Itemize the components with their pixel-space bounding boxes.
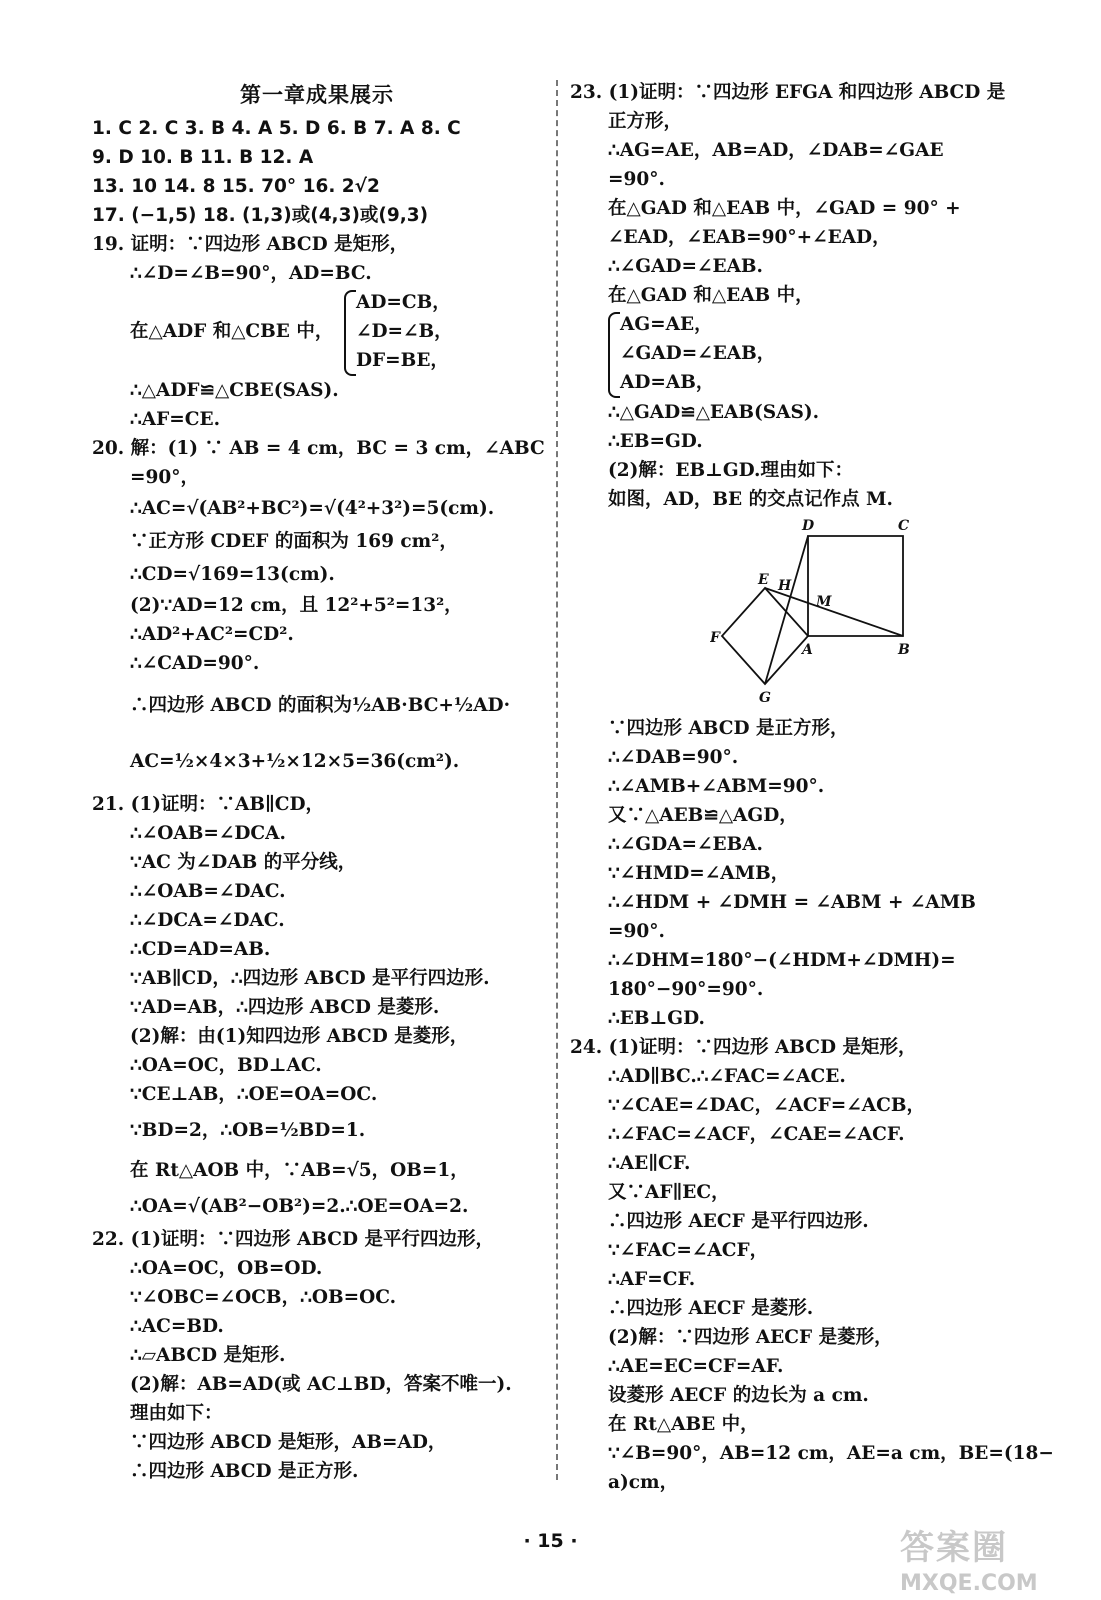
- answer-line: ∴AC=√(AB²+BC²)=√(4²+3²)=5(cm).: [130, 498, 495, 519]
- answer-line: 23. (1)证明：∵四边形 EFGA 和四边形 ABCD 是: [570, 82, 1006, 103]
- column-divider: [556, 80, 558, 1480]
- brace-item: DF=BE，: [356, 350, 449, 371]
- brace-block-23: [570, 310, 1015, 398]
- label-h: H: [778, 578, 792, 594]
- brace-item: AD=CB，: [356, 292, 451, 313]
- answer-line: 设菱形 AECF 的边长为 a cm.: [608, 1385, 869, 1406]
- answer-line: ∴OA=OC，OB=OD.: [130, 1258, 323, 1279]
- label-g: G: [759, 690, 771, 706]
- answer-line: =90°，: [130, 467, 199, 488]
- answer-line: ∴四边形 AECF 是菱形.: [608, 1298, 814, 1319]
- answer-line: 24. (1)证明：∵四边形 ABCD 是矩形，: [570, 1037, 917, 1058]
- answer-line: 13. 10 14. 8 15. 70° 16. 2√2: [92, 176, 380, 197]
- answer-line: a)cm，: [608, 1472, 679, 1493]
- answer-line: ∵CE⊥AB，∴OE=OA=OC.: [130, 1084, 378, 1105]
- answer-line: ∵∠CAE=∠DAC，∠ACF=∠ACB，: [608, 1095, 926, 1116]
- answer-line: (2)解：∵四边形 AECF 是菱形，: [608, 1327, 893, 1348]
- answer-line: 在△GAD 和△EAB 中，∠GAD = 90° +: [608, 198, 961, 219]
- answer-line: ∴∠GAD=∠EAB.: [608, 256, 764, 277]
- answer-line: ∴△ADF≌△CBE(SAS).: [130, 380, 339, 401]
- answer-line: ∴AD∥BC.∴∠FAC=∠ACE.: [608, 1066, 846, 1087]
- answer-line: =90°.: [608, 921, 665, 942]
- answer-line: ∴OA=√(AB²−OB²)=2.∴OE=OA=2.: [130, 1196, 469, 1217]
- answer-line: ∴∠DCA=∠DAC.: [130, 910, 285, 931]
- answer-line: 如图，AD，BE 的交点记作点 M.: [608, 489, 893, 510]
- answer-line: 又∵AF∥EC，: [608, 1182, 730, 1203]
- left-column: [92, 78, 545, 1486]
- label-a: A: [802, 642, 813, 658]
- answer-line: 21. (1)证明：∵AB∥CD，: [92, 794, 325, 815]
- answer-line: 又∵△AEB≌△AGD，: [608, 805, 798, 826]
- answer-line: (2)解：由(1)知四边形 ABCD 是菱形，: [130, 1026, 469, 1047]
- square-diagram: [710, 514, 930, 714]
- answer-line: =90°.: [608, 169, 665, 190]
- answer-line: ∵四边形 ABCD 是正方形，: [608, 718, 849, 739]
- answer-line: ∴AG=AE，AB=AD，∠DAB=∠GAE: [608, 140, 944, 161]
- answer-line: ∴AE∥CF.: [608, 1153, 691, 1174]
- answer-line: ∴∠OAB=∠DAC.: [130, 881, 286, 902]
- answer-line: ∵∠FAC=∠ACF，: [608, 1240, 769, 1261]
- answer-line: ∴AE=EC=CF=AF.: [608, 1356, 784, 1377]
- brace-items: [356, 288, 453, 375]
- brace-icon: [344, 290, 356, 376]
- label-e: E: [758, 572, 769, 588]
- answer-line: ∴∠DAB=90°.: [608, 747, 739, 768]
- answer-line: 19. 证明：∵四边形 ABCD 是矩形，: [92, 234, 409, 255]
- answer-line: AC=½×4×3+½×12×5=36(cm²).: [130, 751, 460, 772]
- answer-line: 180°−90°=90°.: [608, 979, 764, 1000]
- answer-line: 正方形，: [608, 111, 683, 132]
- answer-line: 20. 解：(1) ∵ AB = 4 cm，BC = 3 cm，∠ABC: [92, 438, 545, 459]
- right-column: [570, 78, 1054, 1497]
- answer-line: 理由如下：: [130, 1403, 223, 1424]
- brace-item: AD=AB，: [620, 372, 715, 393]
- page-number: · 15 ·: [523, 1530, 578, 1552]
- geometry-figure: [570, 514, 1015, 714]
- answer-line: ∴∠D=∠B=90°，AD=BC.: [130, 263, 372, 284]
- answer-line: ∴OA=OC，BD⊥AC.: [130, 1055, 322, 1076]
- answer-line: ∴四边形 ABCD 是正方形.: [130, 1461, 359, 1482]
- answer-line: ∴∠AMB+∠ABM=90°.: [608, 776, 825, 797]
- label-m: M: [816, 594, 832, 610]
- answer-line: ∴AF=CF.: [608, 1269, 696, 1290]
- square-efga: [722, 588, 808, 684]
- answer-line: ∵正方形 CDEF 的面积为 169 cm²，: [130, 531, 458, 552]
- label-f: F: [710, 630, 720, 646]
- answer-line: 22. (1)证明：∵四边形 ABCD 是平行四边形，: [92, 1229, 494, 1250]
- answer-line: ∵AC 为∠DAB 的平分线，: [130, 852, 357, 873]
- square-abcd: [808, 536, 903, 636]
- answer-line: 1. C 2. C 3. B 4. A 5. D 6. B 7. A 8. C: [92, 118, 461, 139]
- brace-label: 在△ADF 和△CBE 中，: [130, 321, 334, 342]
- answer-line: ∴∠CAD=90°.: [130, 653, 260, 674]
- answer-line: ∴CD=AD=AB.: [130, 939, 271, 960]
- answer-line: ∵∠B=90°，AB=12 cm，AE=a cm，BE=(18−: [608, 1443, 1054, 1464]
- answer-line: 在 Rt△AOB 中，∵AB=√5，OB=1，: [130, 1160, 469, 1181]
- answer-line: ∴∠DHM=180°−(∠HDM+∠DMH)=: [608, 950, 956, 971]
- brace-item: AG=AE，: [620, 314, 713, 335]
- answer-line: 9. D 10. B 11. B 12. A: [92, 147, 314, 168]
- brace-item: ∠D=∠B，: [356, 321, 453, 342]
- answer-line: (2)解：AB=AD(或 AC⊥BD，答案不唯一).: [130, 1374, 512, 1395]
- answer-line: ∵AD=AB，∴四边形 ABCD 是菱形.: [130, 997, 440, 1018]
- answer-line: ∵BD=2，∴OB=½BD=1.: [130, 1120, 366, 1141]
- answer-line: ∴∠FAC=∠ACF，∠CAE=∠ACF.: [608, 1124, 905, 1145]
- answer-line: ∵∠OBC=∠OCB，∴OB=OC.: [130, 1287, 397, 1308]
- chapter-title: 第一章成果展示: [240, 83, 394, 107]
- answer-line: ∴∠HDM + ∠DMH = ∠ABM + ∠AMB: [608, 892, 976, 913]
- answer-line: ∴EB⊥GD.: [608, 1008, 705, 1029]
- line-dg: [765, 536, 808, 684]
- answer-line: 在 Rt△ABE 中，: [608, 1414, 759, 1435]
- answer-line: ∵∠HMD=∠AMB，: [608, 863, 790, 884]
- watermark-logo: 答案圈: [900, 1528, 1008, 1568]
- answer-line: ∴EB=GD.: [608, 431, 703, 452]
- label-c: C: [898, 518, 910, 534]
- answer-line: ∴AC=BD.: [130, 1316, 224, 1337]
- watermark-url: MXQE.COM: [900, 1571, 1038, 1596]
- brace-icon: [608, 312, 620, 398]
- answer-line: (2)解：EB⊥GD.理由如下：: [608, 460, 853, 481]
- answer-line: ∵AB∥CD，∴四边形 ABCD 是平行四边形.: [130, 968, 490, 989]
- answer-line: (2)∵AD=12 cm，且 12²+5²=13²，: [130, 595, 463, 616]
- answer-line: 17. (−1,5) 18. (1,3)或(4,3)或(9,3): [92, 205, 429, 226]
- brace-block-19: [92, 288, 542, 376]
- answer-line: ∴∠GDA=∠EBA.: [608, 834, 764, 855]
- answer-line: ∵四边形 ABCD 是矩形，AB=AD，: [130, 1432, 447, 1453]
- answer-line: ∴CD=√169=13(cm).: [130, 564, 335, 585]
- answer-line: ∴四边形 AECF 是平行四边形.: [608, 1211, 869, 1232]
- answer-line: ∴四边形 ABCD 的面积为½AB·BC+½AD·: [130, 695, 511, 716]
- brace-item: ∠GAD=∠EAB，: [620, 343, 776, 364]
- answer-line: ∴AD²+AC²=CD².: [130, 624, 294, 645]
- answer-line: ∴△GAD≌△EAB(SAS).: [608, 402, 820, 423]
- answer-line: ∠EAD，∠EAB=90°+∠EAD，: [608, 227, 891, 248]
- brace-items: [620, 310, 775, 397]
- answer-line: 在△GAD 和△EAB 中，: [608, 285, 814, 306]
- answer-line: ∴▱ABCD 是矩形.: [130, 1345, 286, 1366]
- answer-line: ∴AF=CE.: [130, 409, 221, 430]
- label-b: B: [898, 642, 910, 658]
- label-d: D: [802, 518, 815, 534]
- watermark: [900, 1520, 1038, 1596]
- answer-line: ∴∠OAB=∠DCA.: [130, 823, 286, 844]
